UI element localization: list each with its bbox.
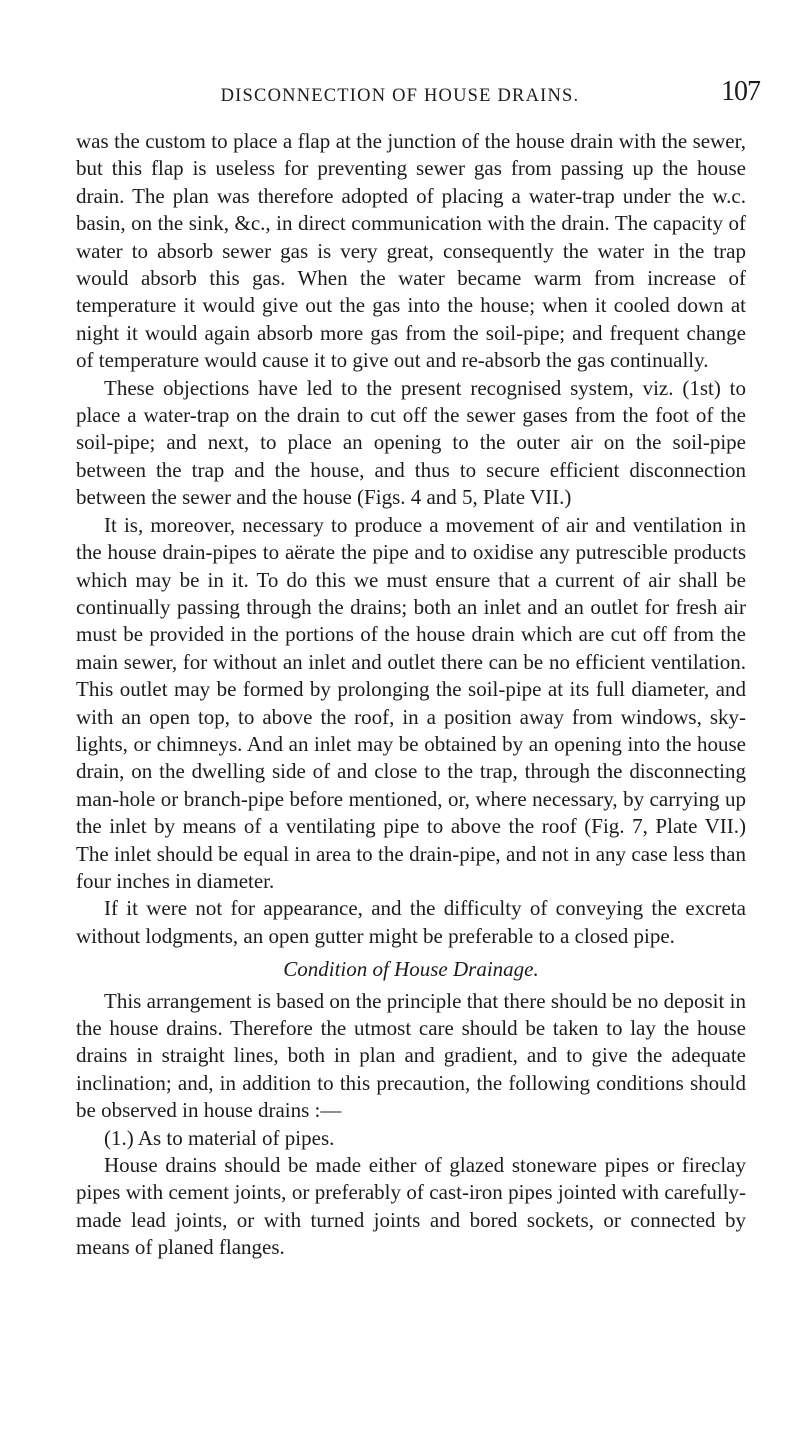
paragraph-open-gutter: If it were not for appearance, and the difficulty of conveying the excreta without lodgments, an open gutter might be preferable to a closed pipe. <box>76 896 746 948</box>
paragraph-house-drains: House drains should be made either of glazed stoneware pipes or fireclay pipes with cement joints, or preferably of cast-iron pipes jointed with carefully-made lead joints, or with turned joints and bored sockets, or connected by means of planed flanges. <box>76 1153 746 1260</box>
paragraph-arrangement: This arrangement is based on the principle that there should be no deposit in the house drains. Therefore the utmost care should be taken to lay the house drains in straight lines, both in plan and gradient, and to give the adequate inclination; and, in addition to this precaution, the following conditions should be observed in house drains :— <box>76 988 746 1123</box>
section-heading: Condition of House Drainage. <box>283 957 539 982</box>
running-title: DISCONNECTION OF HOUSE DRAINS. <box>220 86 580 106</box>
paragraph-material-heading: (1.) As to material of pipes. <box>104 1125 335 1150</box>
body-text <box>76 128 746 1262</box>
running-head <box>70 72 760 112</box>
paragraph-continued: was the custom to place a flap at the junction of the house drain with the sewer, but this flap is useless for preventing sewer gas from passing up the house drain. The plan was therefore adopted of placing a water-trap under the w.c. basin, on the sink, &c., in direct communication with the drain. The capacity of water to absorb sewer gas is very great, consequently the water in the trap would absorb this gas. When the water became warm from increase of temperature it would give out the gas into the house; when it cooled down at night it would again absorb more gas from the soil-pipe; and frequent change of temperature would cause it to give out and re-absorb the gas continually. <box>76 129 746 373</box>
page-number: 107 <box>721 76 760 107</box>
paragraph-ventilation: It is, moreover, necessary to produce a movement of air and ventilation in the house drain-pipes to aërate the pipe and to oxidise any putrescible products which may be in it. To do this we must ensure that a current of air shall be continually passing through the drains; both an inlet and an outlet for fresh air must be provided in the portions of the house drain which are cut off from the main sewer, for without an inlet and outlet there can be no efficient ventilation. This outlet may be formed by prolonging the soil-pipe at its full diameter, and with an open top, to above the roof, in a position away from windows, skylights, or chimneys. And an inlet may be obtained by an opening into the house drain, on the dwelling side of and close to the trap, through the disconnecting man-hole or branch-pipe before mentioned, or, where necessary, by carrying up the inlet by means of a ventilating pipe to above the roof (Fig. 7, Plate VII.) The inlet should be equal in area to the drain-pipe, and not in any case less than four inches in diameter. <box>76 512 746 893</box>
paragraph-objections: These objections have led to the present recognised system, viz. (1st) to place a water-trap on the drain to cut off the sewer gases from the foot of the soil-pipe; and next, to place an opening to the outer air on the soil-pipe between the trap and the house, and thus to secure efficient disconnection between the sewer and the house (Figs. 4 and 5, Plate VII.) <box>76 375 746 510</box>
